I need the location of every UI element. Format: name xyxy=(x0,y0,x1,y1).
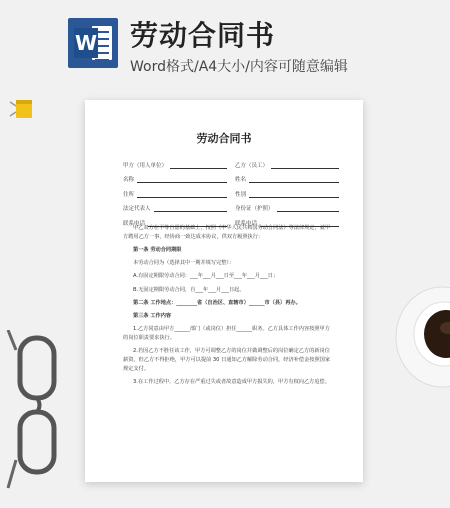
intro-paragraph: 甲乙双方在平等自愿的基础上，按照《中华人民共和国劳动合同法》等法律规定，就甲方聘用乙方一事，经协商一致达成本协议，供双方履照执行： xyxy=(123,225,331,240)
blank-line[interactable] xyxy=(154,205,227,212)
field-row xyxy=(123,183,353,198)
header xyxy=(0,0,450,80)
document-page xyxy=(85,100,363,482)
article-1-option-a: A.有固定期限劳动合同：___年___月___日至___年___月___日； xyxy=(133,273,279,280)
blank-line[interactable] xyxy=(277,205,339,212)
word-icon xyxy=(68,18,118,68)
field-phone-b: 联系电话 xyxy=(235,219,339,227)
article-3-item-2: 2.若因乙方不胜任该工作，甲方可调整乙方的岗位并做调整后的岗位确定乙方的新岗位薪资，但乙方不得拒绝，甲方可以提前 30 日通知乙方解除劳动合同，经济补偿金按照国家规定支付。 xyxy=(123,348,331,372)
article-1-title: 第一条 劳动合同期限 xyxy=(133,246,182,253)
field-id: 身份证（护照） xyxy=(235,204,339,212)
field-full-name: 姓名 xyxy=(235,175,339,183)
contract-body xyxy=(123,224,331,391)
field-employee: 乙方（员工） xyxy=(235,161,339,169)
article-3-item-3: 3.在工作过程中，乙方存在严重过失或者故意造成甲方损失的，甲方有权向乙方追偿。 xyxy=(133,378,330,385)
binder-clip-icon xyxy=(8,96,36,124)
word-logo-letter: W xyxy=(74,28,98,58)
document-title: 劳动合同书 xyxy=(196,132,252,145)
field-row xyxy=(123,198,353,213)
field-employer: 甲方（用人单位） xyxy=(123,161,227,169)
glasses-icon xyxy=(6,330,70,490)
field-name: 名称 xyxy=(123,175,227,183)
page-subtitle: Word格式/A4大小/内容可随意编辑 xyxy=(130,59,348,75)
coffee-cup-icon xyxy=(392,272,450,402)
blank-line[interactable] xyxy=(249,176,339,183)
field-row xyxy=(123,154,353,169)
field-row xyxy=(123,169,353,184)
field-address: 住所 xyxy=(123,190,227,198)
field-phone-a: 联系电话 xyxy=(123,219,227,227)
blank-line[interactable] xyxy=(137,176,227,183)
field-legal-rep: 法定代表人 xyxy=(123,204,227,212)
article-3-title: 第三条 工作内容 xyxy=(133,312,172,319)
article-3-item-1: 1.乙方同意由甲方______部门（或岗位）担任______职务。乙方具体工作内容按照甲方的岗位职责要求执行。 xyxy=(123,326,330,341)
article-1-option-b: B.无固定期限劳动合同，自___年___月___日起。 xyxy=(133,286,245,293)
blank-line[interactable] xyxy=(271,162,339,169)
blank-line[interactable] xyxy=(137,191,227,198)
article-2: 第二条 工作地点：________省（自治区、直辖市）______市（县）再办。 xyxy=(133,299,301,306)
article-1-text: 本劳动合同为（选择其中一期并填写完整）： xyxy=(133,260,235,267)
page-title: 劳动合同书 xyxy=(130,19,276,52)
party-fields xyxy=(123,154,353,227)
blank-line[interactable] xyxy=(249,191,339,198)
field-gender: 性别 xyxy=(235,190,339,198)
blank-line[interactable] xyxy=(170,162,227,169)
